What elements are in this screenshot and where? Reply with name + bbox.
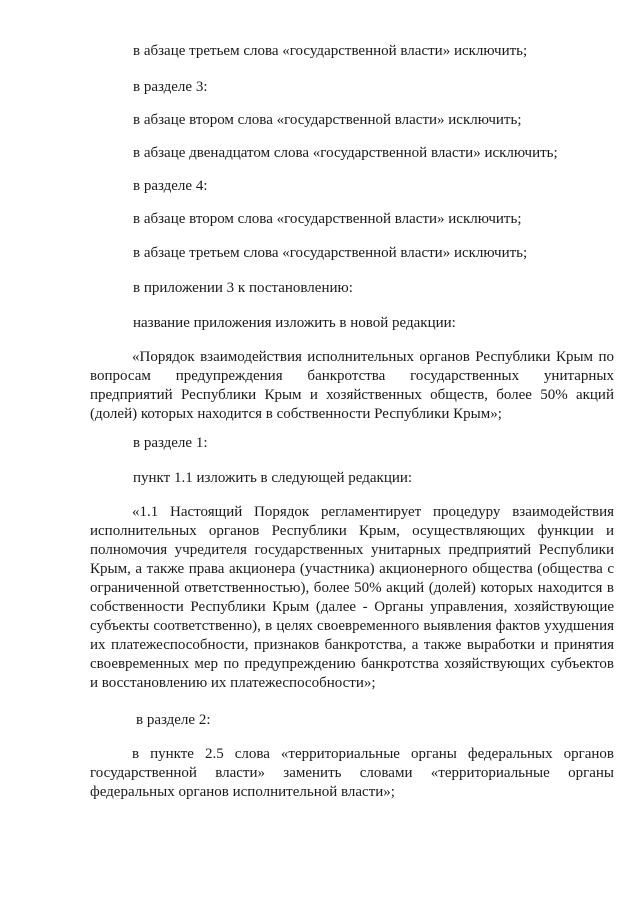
amendment-line: в абзаце двенадцатом слова «государственной власти» исключить; xyxy=(133,145,558,161)
amendment-line: название приложения изложить в новой редакции: xyxy=(133,315,456,331)
amendment-line: в абзаце третьем слова «государственной власти» исключить; xyxy=(133,245,528,261)
section-heading: в разделе 4: xyxy=(133,178,208,194)
point-intro-line: пункт 1.1 изложить в следующей редакции: xyxy=(133,470,413,486)
amendment-line: в абзаце втором слова «государственной власти» исключить; xyxy=(133,112,522,128)
point-1-1-paragraph: «1.1 Настоящий Порядок регламентирует процедуру взаимодействия исполнительных органов Республики Крым, осуществляющих функции и полномочия учредителя государственных унитарных предприятий Республики Крым, а также права акционера (участника) акционерного общества (общества с ограниченной ответственностью), более 50% акций (долей) которых находится в собственности Республики Крым (далее - Органы управления, хозяйствующие субъекты соответственно), в целях своевременного выявления фактов ухудшения их платежеспособности, признаков банкротства, а также выработки и принятия своевременных мер по предупреждению банкротства хозяйствующих субъектов и восстановлению их платежеспособности»; xyxy=(90,504,614,691)
amendment-line: в абзаце третьем слова «государственной власти» исключить; xyxy=(133,43,528,59)
annex-heading: в приложении 3 к постановлению: xyxy=(133,280,353,296)
annex-title-paragraph: «Порядок взаимодействия исполнительных органов Республики Крым по вопросам предупреждения банкротства государственных унитарных предприятий Республики Крым и хозяйственных обществ, более 50% акций (долей) которых находится в собственности Республики Крым»; xyxy=(90,349,614,422)
section-heading: в разделе 1: xyxy=(133,435,208,451)
section-heading: в разделе 3: xyxy=(133,79,208,95)
point-2-5-paragraph: в пункте 2.5 слова «территориальные органы федеральных органов государственной власти» заменить словами «территориальные органы федеральных органов исполнительной власти»; xyxy=(90,746,614,800)
amendment-line: в абзаце втором слова «государственной власти» исключить; xyxy=(133,211,522,227)
section-heading: в разделе 2: xyxy=(136,712,211,728)
